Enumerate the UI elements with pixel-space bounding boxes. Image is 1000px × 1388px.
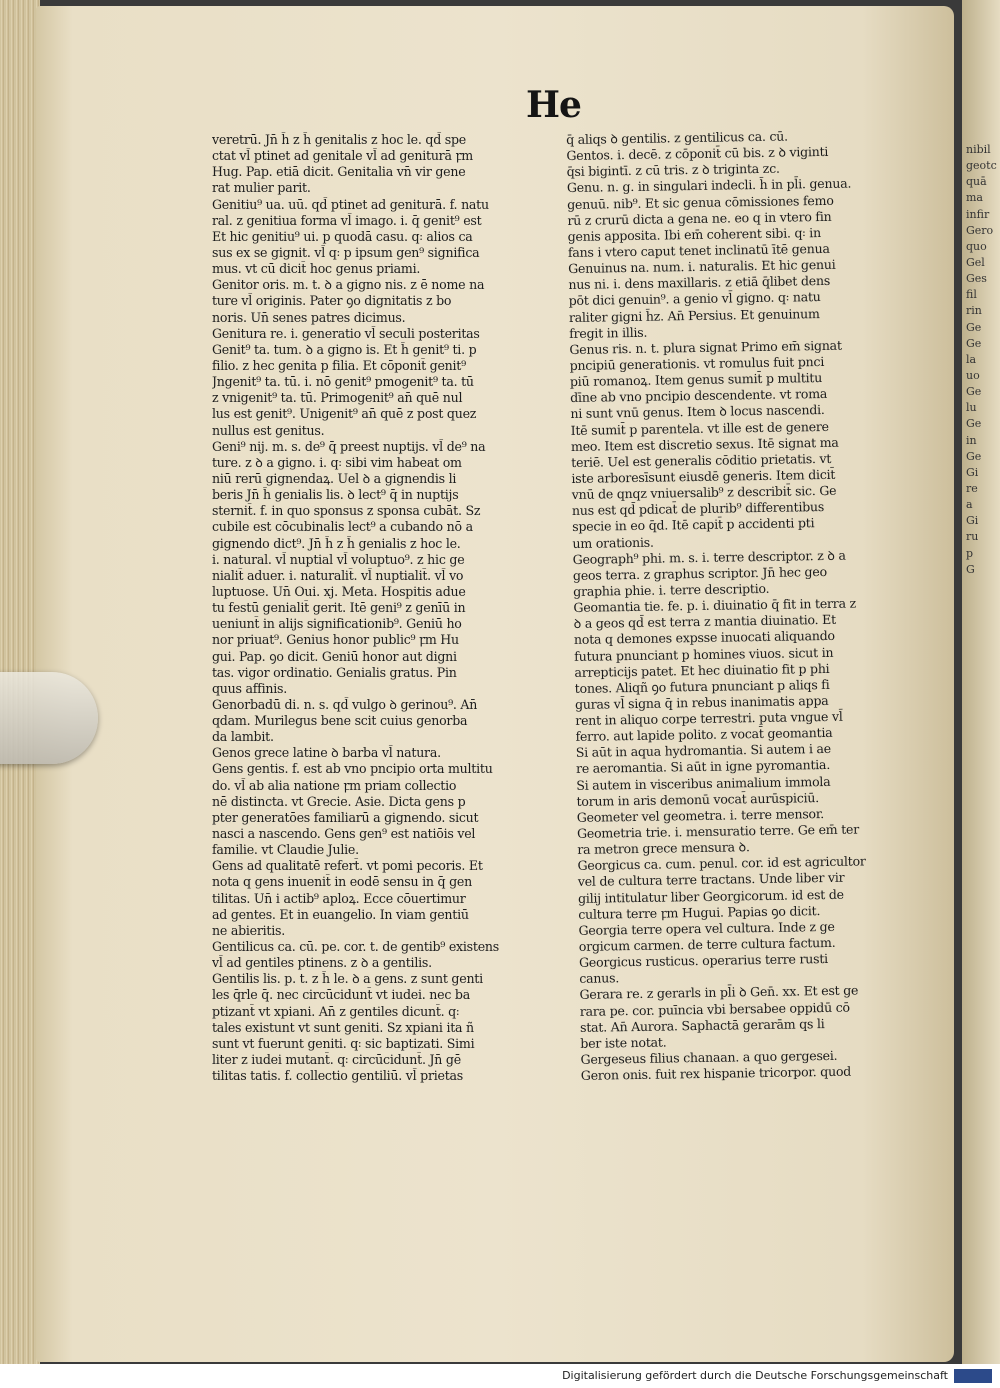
text-line: Et hic genitiu⁹ ui. p quodā casu. q꞉ alios ca — [212, 228, 473, 244]
text-line: orgicum carmen. de terre cultura factum. — [578, 934, 836, 954]
fragment-line: Gel — [966, 255, 985, 269]
text-line: fregit in illis. — [569, 324, 648, 341]
text-line: qdam. Murilegus bene scit cuius genorba — [212, 713, 468, 729]
text-line: Genu. n. g. in singulari indecli. h̄ in pl̄i. genua. — [566, 175, 852, 196]
text-line: Gergeseus filius chanaan. a quo gergesei. — [580, 1047, 838, 1067]
text-line: nialit̄ aduer. i. naturalit̄. vl̄ nuptialit̄. vl̄ vo — [212, 567, 464, 583]
fragment-line: Ges — [966, 272, 987, 286]
text-line: Georgicus rusticus. operarius terre rusti — [578, 951, 828, 971]
fragment-line: Ge — [966, 449, 982, 463]
text-line: ra metron grece mensura ꝺ. — [577, 839, 750, 858]
funding-note: Digitalisierung gefördert durch die Deutsche Forschungsgemeinschaft — [562, 1369, 948, 1382]
text-line: liter z iudei mutant̄. q꞉ circūcidunt̄. Jn̄ gē — [212, 1052, 461, 1068]
text-line: ad gentes. Et in euangelio. In viam gentiū — [212, 906, 469, 922]
text-line: nē distincta. vt Grecie. Asie. Dicta gens p — [212, 793, 466, 809]
text-line: rent in aliquo corpe terrestri. puta vngue vl̄ — [575, 708, 843, 728]
text-line: Gens ad qualitatē refert̄. vt pomi pecoris. Et — [212, 858, 483, 874]
text-line: luptuose. Un̄ Oui. xj. Meta. Hospitis adue — [212, 583, 466, 599]
fragment-line: p — [966, 546, 974, 560]
text-line: cultura terre ꝼm Hugui. Papias ꝯo dicit. — [578, 902, 821, 922]
fragment-line: rin — [966, 304, 982, 318]
fragment-line: geotc — [966, 159, 997, 173]
facing-page-edge — [962, 0, 1000, 1364]
text-line: sternit̄. f. in quo sponsus z sponsa cubāt. Sz — [212, 503, 481, 519]
page-clip — [0, 672, 98, 764]
text-line: guras vl̄ signa q̄ in rebus inanimatis appa — [574, 692, 829, 712]
text-line: tones. Aliqñ ꝯo futura pnunciant p aliqs fi — [574, 676, 830, 696]
fragment-line: G — [966, 562, 975, 576]
text-line: nullus est genitus. — [212, 422, 325, 438]
text-line: ture. z ꝺ a gigno. i. q꞉ sibi vim habeat om — [212, 454, 462, 470]
text-line: Gentilicus ca. cū. pe. cor. t. de gentib⁹ existens — [212, 939, 499, 955]
right-column — [566, 127, 931, 1085]
text-line: torum in aris demonū vocat̄ aurūspiciū. — [576, 789, 820, 809]
text-line: mus. vt cū dicit̄ hoc genus priami. — [212, 261, 421, 277]
fragment-line: ma — [966, 191, 983, 205]
text-line: beris Jn̄ h̄ genialis lis. ꝺ lect⁹ q̄ in nuptijs — [212, 487, 459, 503]
text-line: ral. z genitiua forma vl̄ imago. i. q̄ genit⁹ est — [212, 212, 482, 228]
text-line: nota q gens inuenit̄ in eodē sensu in q̄ gen — [212, 874, 472, 890]
text-line: Gens gentis. f. est ab vno pncipio orta multitu — [212, 761, 493, 777]
fragment-line: Gero — [966, 223, 994, 237]
text-line: Genitor oris. m. t. ꝺ a gigno nis. z ē nome na — [212, 277, 485, 293]
text-line: Gentilis lis. p. t. z h̄ le. ꝺ a gens. z sunt genti — [212, 971, 483, 987]
text-line: nor priuat⁹. Genius honor public⁹ ꝼm Hu — [212, 632, 459, 648]
text-line: Geometer vel geometra. i. terre mensor. — [576, 805, 825, 825]
fragment-line: in — [966, 433, 977, 447]
text-line: sus ex se gignit. vl̄ q꞉ p ipsum gen⁹ significa — [212, 244, 480, 260]
text-line: ꝺ a geos qd̄ est terra z mantia diuinatio. Et — [573, 612, 836, 632]
text-line: graphia phie. i. terre descriptio. — [573, 580, 770, 599]
text-line: familie. vt Claudie Julie. — [212, 842, 359, 858]
text-line: gignendo dict⁹. Jn̄ h̄ z h̄ genialis z hoc le. — [212, 535, 461, 551]
text-line: quus affinis. — [212, 680, 287, 696]
text-line: Geron onis. fuit rex hispanie tricorpor. quod — [580, 1063, 852, 1084]
text-line: tas. vigor ordinatio. Genialis gratus. Pin — [212, 664, 457, 680]
text-line: les q̄rle q̄. nec circūcidunt̄ vt iudei. nec ba — [212, 987, 470, 1003]
text-line: niū rerū gignendaꝝ. Uel ꝺ a gignendis li — [212, 470, 457, 486]
text-line: Si aūt in aqua hydromantia. Si autem i ae — [575, 741, 832, 761]
text-line: Geomantia tie. fe. p. i. diuinatio q̄ fit in terra z — [573, 595, 857, 616]
text-line: canus. — [579, 970, 620, 987]
text-line: pncipiū generationis. vt romulus fuit pnci — [569, 353, 825, 373]
text-line: vl̄ ad gentiles ptinens. z ꝺ a gentilis. — [212, 955, 432, 971]
text-line: Geometria trie. i. mensuratio terre. Ge em̄ ter — [576, 821, 860, 841]
text-line: dīne ab vno pncipio descendente. vt roma — [570, 386, 828, 406]
text-line: rū z crurū dicta a gena ne. eo q in vtero fin — [567, 208, 832, 228]
fragment-line: Ge — [966, 336, 982, 350]
text-line: Jngenit⁹ ta. tū. i. nō genit⁹ pmogenit⁹ ta. tū — [212, 374, 474, 390]
text-line: lus est genit⁹. Unigenit⁹ an̄ quē z post quez — [212, 406, 477, 422]
text-line: ne abieritis. — [212, 922, 285, 938]
text-line: piū romanoꝝ. Item genus sumit̄ p multitu — [569, 370, 823, 390]
fragment-line: lu — [966, 401, 977, 415]
fragment-line: quo — [966, 239, 987, 253]
page-header: He — [526, 84, 581, 126]
text-line: z vnigenit⁹ ta. tū. Primogenit⁹ an̄ quē nul — [212, 390, 463, 406]
text-line: raliter gigni h̄z. An̄ Persius. Et genuinum — [568, 305, 820, 325]
text-line: ueniunt̄ in alijs significationib⁹. Geniū ho — [212, 616, 462, 632]
fragment-line: Gi — [966, 514, 979, 528]
text-line: fans i vtero caput tenet inclinatū ītē genua — [567, 240, 830, 260]
text-line: tilitas. Un̄ i actib⁹ aploꝝ. Ecce cōuertimur — [212, 890, 466, 906]
text-line: sunt vt fuerunt geniti. q꞉ sic baptizati. Simi — [212, 1035, 475, 1051]
text-line: Genitura re. i. generatio vl̄ seculi posteritas — [212, 325, 480, 341]
text-line: meo. Item est discretio sexus. Itē signat ma — [570, 434, 839, 454]
text-line: um orationis. — [572, 534, 654, 551]
text-line: re aeromantia. Si aūt in igne pyromantia. — [575, 757, 831, 777]
fragment-line: Ge — [966, 417, 982, 431]
text-line: Genos grece latine ꝺ barba vl̄ natura. — [212, 745, 441, 761]
fragment-line: Gi — [966, 465, 979, 479]
text-line: da lambit. — [212, 729, 274, 745]
text-line: gui. Pap. ꝯo dicit. Geniū honor aut digni — [212, 648, 457, 664]
fragment-line: fil — [966, 288, 977, 302]
text-line: tales existunt vt sunt geniti. Sz xpiani ita ñ — [212, 1019, 474, 1035]
text-line: vnū de qnqz vniuersalib⁹ z describit̄ sic. Ge — [571, 482, 837, 503]
text-line: noris. Un̄ senes patres dicimus. — [212, 309, 406, 325]
text-line: pter generatōes familiarū a gignendo. sicut — [212, 809, 479, 825]
text-line: tilitas tatis. f. collectio gentiliū. vl̄ prietas — [212, 1068, 464, 1084]
text-line: cubile est cōcubinalis lect⁹ a cubando nō a — [212, 519, 473, 535]
fragment-line: ru — [966, 530, 979, 544]
fragment-line: nibil — [966, 143, 991, 156]
text-line: q̄ aliqs ꝺ gentilis. z gentilicus ca. cū. — [566, 128, 788, 147]
text-line: Genus ris. n. t. plura signat Primo em̄ signat — [569, 337, 842, 357]
fragment-line: la — [966, 352, 977, 366]
text-line: rara pe. cor. puīncia vbi bersabee oppidū cō — [579, 999, 850, 1019]
text-line: tu festū genialit̄ gerit. Itē geni⁹ z genīū in — [212, 600, 466, 616]
text-line: iste arboresīsunt eiusdē generis. Item dicit̄ — [571, 466, 836, 486]
text-line: Georgicus ca. cum. penul. cor. id est agricultor — [577, 853, 866, 874]
footer-bar — [0, 1364, 1000, 1388]
text-line: veretrū. Jn̄ h̄ z h̄ genitalis z hoc le. qd̄ spe — [212, 132, 466, 147]
text-line: Geni⁹ nij. m. s. de⁹ q̄ preest nuptijs. vl̄ de⁹ na — [212, 438, 486, 454]
dfg-logo — [954, 1369, 992, 1383]
text-line: Si autem in visceribus animalium immola — [576, 773, 831, 793]
fragment-line: infir — [966, 207, 990, 221]
text-line: Gerara re. z gerarls in pl̄i ꝺ Gen̄. xx. Et est ge — [579, 982, 859, 1003]
text-line: q̄si bigintī. z cū tris. z ꝺ triginta zc. — [566, 160, 780, 180]
text-line: ptizant̄ vt xpiani. An̄ z gentiles dicunt̄. q꞉ — [212, 1003, 460, 1019]
text-line: ferro. aut lapide polito. z vocat̄ geomantia — [575, 725, 833, 745]
text-line: nasci a nascendo. Gens gen⁹ est natiōis vel — [212, 826, 476, 842]
fragment-line: Ge — [966, 385, 982, 399]
text-line: Georgia terre opera vel cultura. Inde z ge — [578, 918, 835, 938]
text-line: ctat vl̄ ptinet ad genitale vl̄ ad geniturā ꝼm — [212, 148, 473, 164]
text-line: ber iste notat. — [580, 1034, 667, 1051]
text-line: geos terra. z graphus scriptor. Jn̄ hec geo — [572, 563, 827, 583]
fragment-line: Ge — [966, 320, 982, 334]
text-line: nus est qd̄ pdicat̄ de plurib⁹ differentibus — [571, 499, 825, 519]
text-line: specie in eo q̄d. Itē capit̄ p accidenti pti — [572, 515, 815, 535]
text-line: pōt dici genuin⁹. a genio vl̄ gigno. q꞉ natu — [568, 289, 821, 309]
text-line: nota q demones expsse inuocati aliquando — [573, 628, 835, 648]
text-line: Gentos. i. decē. z cōponit̄ cū bis. z ꝺ viginti — [566, 144, 829, 164]
fragment-line: quā — [966, 175, 987, 189]
text-line: Geograph⁹ phi. m. s. i. terre descriptor. z ꝺ a — [572, 547, 846, 567]
text-line: Hug. Pap. etiā dicit. Genitalia vn̄ vir gene — [212, 164, 466, 180]
text-line: filio. z hec genita p filia. Et cōponit̄ genit⁹ — [212, 357, 466, 373]
text-line: Genorbadū di. n. s. qd̄ vulgo ꝺ gerinou⁹. An̄ — [212, 696, 478, 712]
text-line: futura pnunciant p homines viuos. sicut in — [574, 644, 834, 664]
text-line: nus ni. i. dens maxillaris. z etiā q̄libet dens — [568, 273, 831, 293]
fragment-line: re — [966, 481, 978, 495]
facing-page-text — [966, 140, 1000, 576]
text-line: Genit⁹ ta. tum. ꝺ a gigno is. Et h̄ genit⁹ ti. p — [212, 341, 477, 357]
text-line: stat. An̄ Aurora. Saphactā gerarām qs li — [579, 1015, 825, 1035]
text-line: ni sunt vnū genus. Item ꝺ locus nascendi. — [570, 402, 825, 422]
text-line: Itē sumit̄ p parentela. vt ille est de genere — [570, 418, 829, 438]
text-line: Genitiu⁹ ua. uū. qd̄ ptinet ad geniturā. f. natu — [212, 196, 489, 212]
text-line: arrepticijs patet. Et hec diuinatio fit p phi — [574, 660, 830, 680]
text-line: ture vl̄ originis. Pater ꝯo dignitatis z bo — [212, 293, 452, 309]
text-line: teriē. Uel est generalis cōditio prietatis. vt — [571, 450, 832, 470]
text-line: rat mulier parit. — [212, 180, 311, 196]
text-line: Genuinus na. num. i. naturalis. Et hic genui — [568, 256, 836, 277]
left-column — [212, 132, 558, 1084]
text-line: i. natural. vl̄ nuptial vl̄ voluptuo⁹. z hic ge — [212, 551, 465, 567]
text-line: gilij intitulatur liber Georgicorum. id est de — [577, 886, 844, 906]
text-line: vel de cultura terre tractans. Unde liber vir — [577, 870, 845, 890]
fragment-line: uo — [966, 368, 980, 382]
fragment-line: a — [966, 498, 973, 512]
text-line: genuū. nib⁹. Et sic genua cōmissiones femo — [567, 192, 834, 212]
text-line: genis apposita. Ibi em̄ coherent sibi. q꞉ in — [567, 224, 821, 244]
text-line: do. vl̄ ab alia natione ꝼm priam collectio — [212, 777, 457, 793]
